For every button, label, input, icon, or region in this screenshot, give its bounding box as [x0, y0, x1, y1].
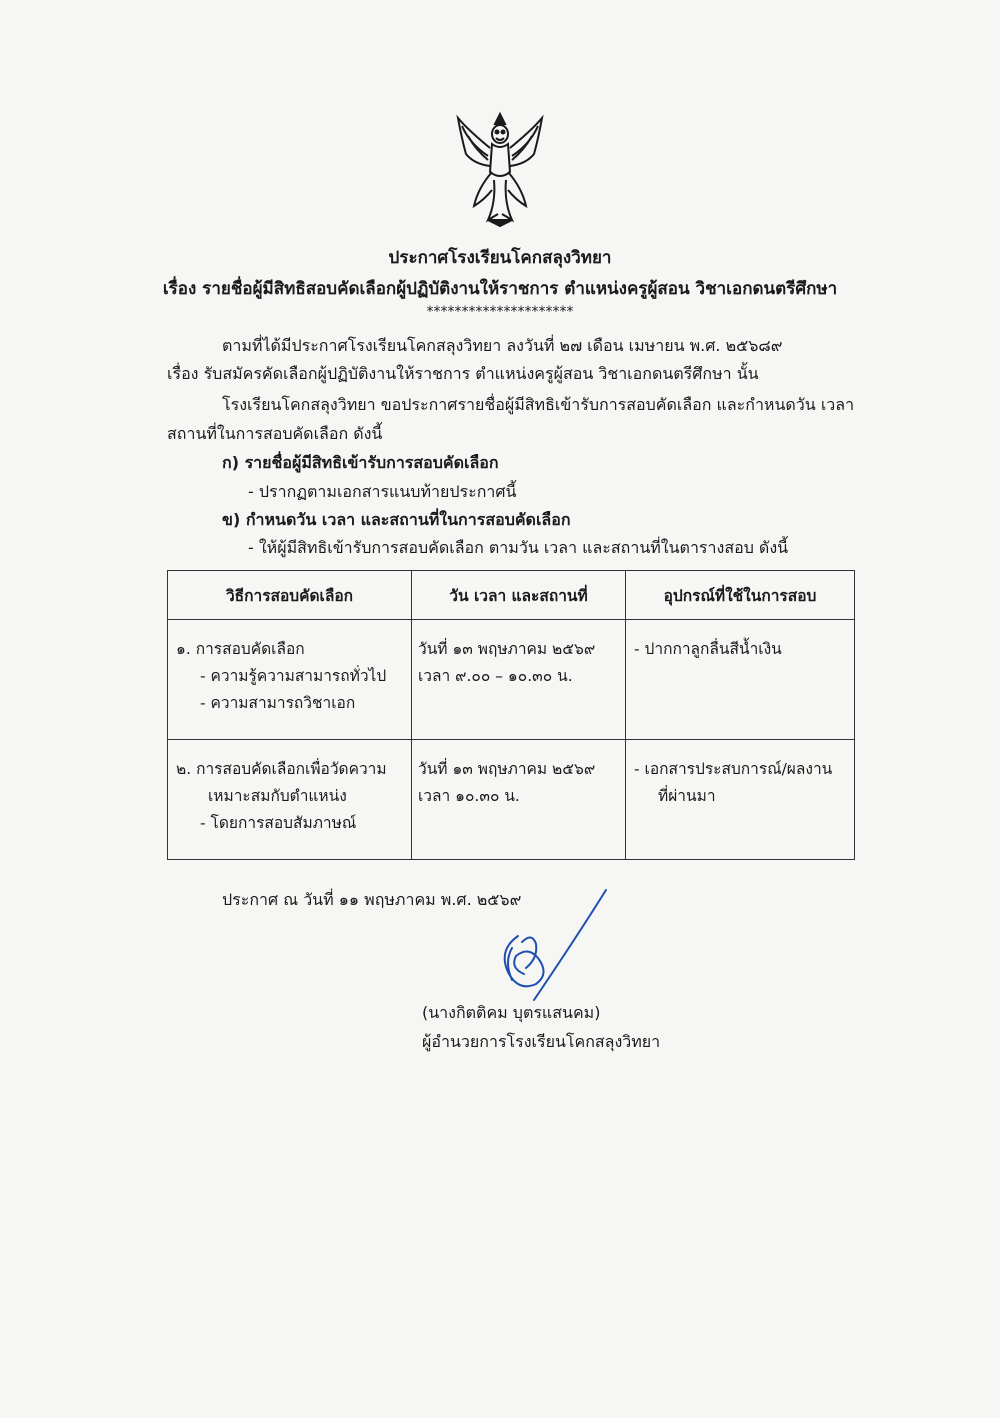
paragraph-1-line-2: เรื่อง รับสมัครคัดเลือกผู้ปฏิบัติงานให้ราชการ ตำแหน่งครูผู้สอน วิชาเอกดนตรีศึกษา นั้น — [167, 364, 759, 383]
equipment-line: - เอกสารประสบการณ์/ผลงาน — [634, 760, 833, 778]
garuda-emblem-icon — [448, 110, 552, 228]
table-row — [168, 740, 855, 860]
table-row — [168, 620, 855, 740]
section-a-item: - ปรากฏตามเอกสารแนบท้ายประกาศนี้ — [248, 482, 517, 501]
equipment-line: ที่ผ่านมา — [658, 787, 716, 805]
section-b-heading: ข) กำหนดวัน เวลา และสถานที่ในการสอบคัดเลือก — [222, 510, 571, 529]
paragraph-2-line-2: สถานที่ในการสอบคัดเลือก ดังนี้ — [167, 424, 383, 443]
header-datetime: วัน เวลา และสถานที่ — [412, 571, 626, 620]
section-a-heading: ก) รายชื่อผู้มีสิทธิเข้ารับการสอบคัดเลือก — [222, 453, 499, 472]
header-equipment: อุปกรณ์ที่ใช้ในการสอบ — [626, 571, 855, 620]
method-line: - โดยการสอบสัมภาษณ์ — [200, 814, 357, 832]
datetime-line: เวลา ๙.๐๐ – ๑๐.๓๐ น. — [418, 667, 573, 685]
datetime-cell — [412, 620, 626, 740]
document-subject: เรื่อง รายชื่อผู้มีสิทธิสอบคัดเลือกผู้ปฏิบัติงานให้ราชการ ตำแหน่งครูผู้สอน วิชาเอกดนตรีศึกษา — [162, 279, 838, 299]
section-b-item: - ให้ผู้มีสิทธิเข้ารับการสอบคัดเลือก ตามวัน เวลา และสถานที่ในตารางสอบ ดังนี้ — [248, 538, 789, 557]
datetime-line: เวลา ๑๐.๓๐ น. — [418, 787, 520, 805]
table-header-row — [168, 571, 855, 620]
equipment-cell — [626, 740, 855, 860]
equipment-line: - ปากกาลูกลื่นสีน้ำเงิน — [634, 640, 782, 658]
method-cell — [168, 740, 412, 860]
document-title: ประกาศโรงเรียนโคกสลุงวิทยา — [388, 248, 612, 268]
paragraph-2-line-1: โรงเรียนโคกสลุงวิทยา ขอประกาศรายชื่อผู้มีสิทธิเข้ารับการสอบคัดเลือก และกำหนดวัน เวลา — [222, 395, 855, 414]
equipment-cell — [626, 620, 855, 740]
method-line: - ความสามารถวิชาเอก — [200, 694, 356, 712]
announcement-date: ประกาศ ณ วันที่ ๑๑ พฤษภาคม พ.ศ. ๒๕๖๙ — [222, 890, 522, 909]
signer-title: ผู้อำนวยการโรงเรียนโคกสลุงวิทยา — [422, 1032, 661, 1051]
divider-stars: ********************* — [426, 304, 574, 320]
method-line: เหมาะสมกับตำแหน่ง — [208, 787, 347, 805]
signer-name: (นางกิตติคม บุตรแสนคม) — [422, 1003, 601, 1022]
datetime-line: วันที่ ๑๓ พฤษภาคม ๒๕๖๙ — [418, 760, 596, 778]
method-line: ๑. การสอบคัดเลือก — [176, 640, 305, 658]
signature-icon — [488, 888, 628, 1008]
method-cell — [168, 620, 412, 740]
datetime-cell — [412, 740, 626, 860]
header-method: วิธีการสอบคัดเลือก — [168, 571, 412, 620]
datetime-line: วันที่ ๑๓ พฤษภาคม ๒๕๖๙ — [418, 640, 596, 658]
method-line: ๒. การสอบคัดเลือกเพื่อวัดความ — [176, 760, 387, 778]
paragraph-1-line-1: ตามที่ได้มีประกาศโรงเรียนโคกสลุงวิทยา ลงวันที่ ๒๗ เดือน เมษายน พ.ศ. ๒๕๖๘๙ — [222, 336, 783, 355]
method-line: - ความรู้ความสามารถทั่วไป — [200, 667, 387, 685]
exam-schedule-table — [167, 570, 855, 860]
